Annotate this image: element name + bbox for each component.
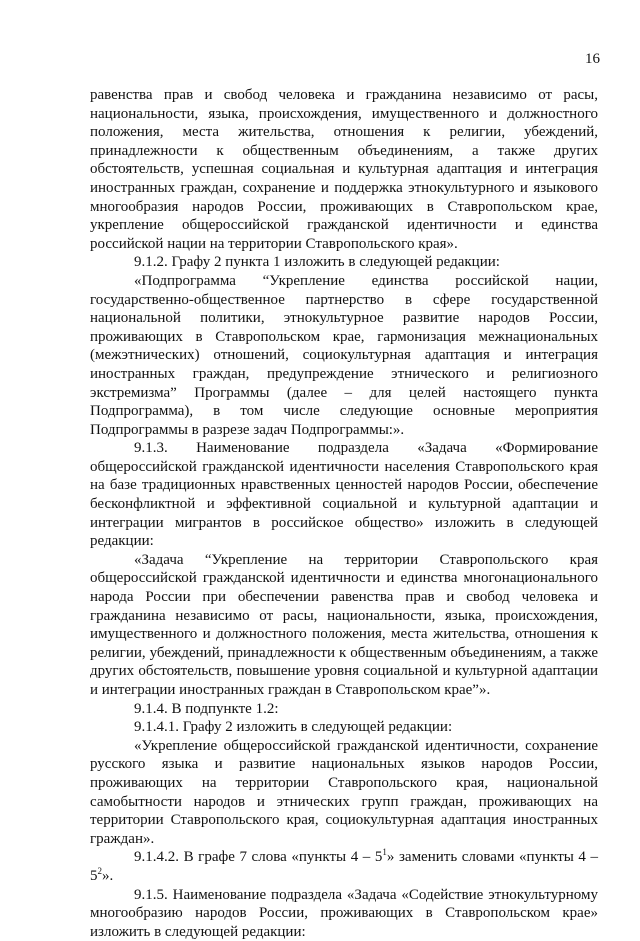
- paragraph: «Подпрограмма “Укрепление единства российской нации, государственно-общественное партнерство в сфере государственной национальной политики, этнокультурное развитие народов России, проживающих в Ставропольском крае, гармонизация межнациональных (межэтнических) отношений, социокультурная адаптация и интеграция иностранных граждан, предупреждение этнического и религиозного экстремизма” Программы (далее – для целей настоящего пункта Подпрограмма), в том числе следующие основные мероприятия Подпрограммы в разрезе задач Подпрограммы:».: [90, 272, 598, 438]
- superscript: 1: [382, 847, 387, 858]
- superscript: 2: [97, 865, 102, 876]
- paragraph: 9.1.4. В подпункте 1.2:: [134, 700, 279, 717]
- paragraph: 9.1.3. Наименование подраздела «Задача «Формирование общероссийской гражданской идентичности населения Ставропольского края на базе традиционных нравственных ценностей народов России, обеспечение бесконфликтной и эффективной социальной и культурной адаптации и интеграции мигрантов в российское общество» изложить в следующей редакции:: [90, 440, 598, 550]
- paragraph: равенства прав и свобод человека и гражданина независимо от расы, национальности, языка, происхождения, имущественного и должностного положения, места жительства, отношения к религии, убеждений, принадлежности к общественным объединениям, а также других обстоятельств, успешная социальная и культурная адаптация и интеграция иностранных граждан, сохранение и поддержка этнокультурного и языкового многообразия народов России, проживающих в Ставропольском крае, укрепление общероссийской гражданской идентичности и единства российской нации на территории Ставропольского края».: [90, 87, 598, 252]
- paragraph: 9.1.5. Наименование подраздела «Задача «Содействие этнокультурному многообразию народов России, проживающих в Ставропольском крае» изложить в следующей редакции:: [90, 886, 598, 940]
- paragraph: 9.1.2. Графу 2 пункта 1 изложить в следующей редакции:: [134, 254, 500, 271]
- paragraph: 9.1.4.1. Графу 2 изложить в следующей редакции:: [134, 719, 453, 736]
- paragraph-text: 9.1.4.2. В графе 7 слова «пункты 4 – 5: [134, 849, 383, 866]
- paragraph-text: » заменить словами «пункты 4 – 5: [90, 849, 599, 884]
- page-number: 16: [585, 51, 600, 67]
- document-body: [90, 86, 598, 941]
- paragraph-text: ».: [102, 867, 114, 884]
- paragraph: «Задача “Укрепление на территории Ставропольского края общероссийской гражданской идентичности и единства многонационального народа России при обеспечении равенства прав и свобод человека и гражданина независимо от расы, национальности, языка, происхождения, имущественного и должностного положения, места жительства, отношения к религии, убеждений, принадлежности к общественным объединениям, а также других обстоятельств, повышение уровня социальной и культурной адаптации и интеграции иностранных граждан в Ставропольском крае”».: [90, 551, 598, 698]
- paragraph: «Укрепление общероссийской гражданской идентичности, сохранение русского языка и развитие национальных языков народов России, проживающих на территории Ставропольского края, национальной самобытности народов и этнических групп граждан, проживающих на территории Ставропольского края, социокультурная адаптация иностранных граждан».: [90, 737, 598, 847]
- paragraph: [90, 848, 598, 885]
